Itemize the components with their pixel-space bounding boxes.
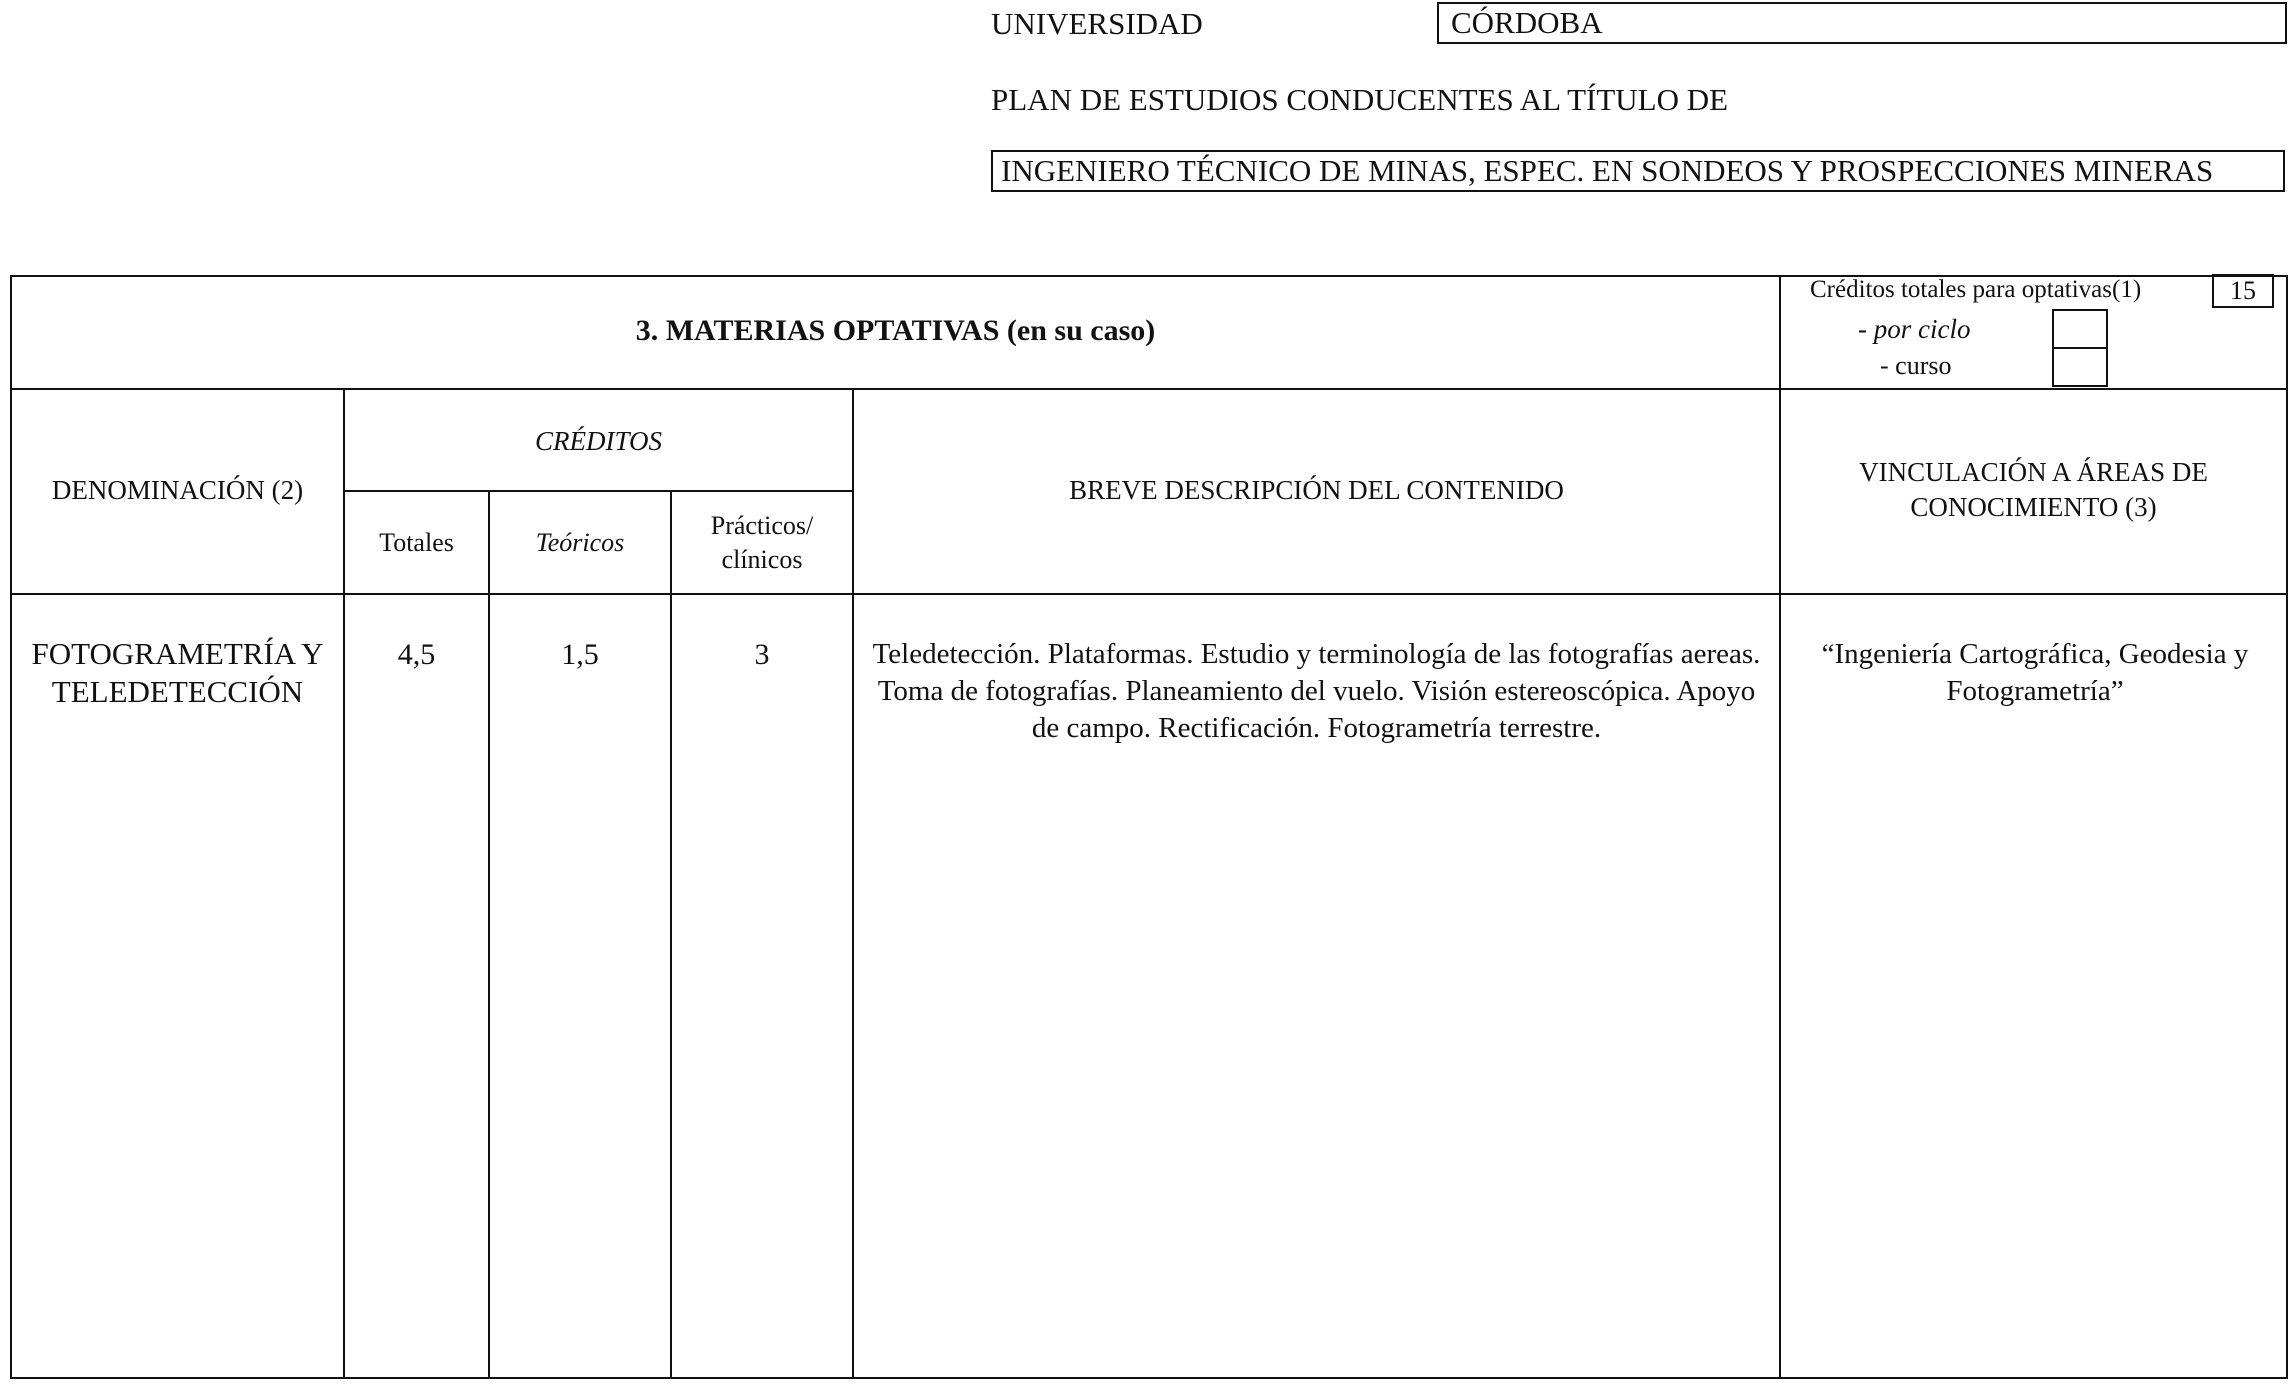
col-header-areas [1781,455,2286,525]
row-denomination-line2: TELEDETECCIÓN [51,673,304,709]
col-header-credits-group: CRÉDITOS [534,426,662,456]
row-theoretical: 1,5 [561,638,599,671]
col-header-denomination: DENOMINACIÓN (2) [51,475,304,505]
total-credits-label: Créditos totales para optativas(1) [1810,276,2142,303]
plan-label: PLAN DE ESTUDIOS CONDUCENTES AL TÍTULO DE [991,82,1729,117]
row-areas: “Ingeniería Cartográfica, Geodesia y Fotogrametría” [1821,638,2249,708]
row-denomination [12,635,343,711]
divider-description-column [852,388,854,1379]
col-header-totals: Totales [379,528,454,557]
total-credits-value: 15 [2230,276,2256,305]
col-header-practical [672,509,852,577]
per-course-value-box [2052,347,2108,387]
university-value-field [1437,2,2287,44]
per-cycle-value-box [2052,309,2108,349]
col-header-areas-line1: VINCULACIÓN A ÁREAS DE [1859,457,2208,487]
divider-totals-column [488,490,490,1379]
divider-header-body [10,593,2288,595]
row-practical: 3 [754,638,770,671]
section-title: 3. MATERIAS OPTATIVAS (en su caso) [635,314,1156,347]
per-course-label: - curso [1880,351,1952,380]
row-description: Teledetección. Plataformas. Estudio y terminología de las fotografías aereas. Toma de fotografías. Planeamiento del vuelo. Visión estereoscópica. Apoyo de campo. Rectificación. Fotogrametría terrestre. [872,638,1761,745]
university-value: CÓRDOBA [1451,5,1603,40]
divider-theoretical-column [670,490,672,1379]
degree-title: INGENIERO TÉCNICO DE MINAS, ESPEC. EN SONDEOS Y PROSPECCIONES MINERAS [1001,153,2214,188]
col-header-theoretical: Teóricos [535,528,625,557]
divider-title-header [10,388,2288,390]
row-totals: 4,5 [397,638,436,671]
university-label: UNIVERSIDAD [991,6,1203,41]
total-credits-value-box [2212,274,2274,308]
per-cycle-label: - por ciclo [1858,314,1971,344]
divider-areas-column [1779,275,1781,1379]
degree-title-field [991,150,2285,192]
col-header-practical-line1: Prácticos/ [710,511,814,540]
divider-credits-subheader [344,490,853,492]
col-header-practical-line2: clínicos [721,544,803,574]
col-header-areas-line2: CONOCIMIENTO (3) [1910,492,2157,523]
col-header-description: BREVE DESCRIPCIÓN DEL CONTENIDO [1069,475,1564,505]
row-denomination-line1: FOTOGRAMETRÍA Y [31,636,324,671]
